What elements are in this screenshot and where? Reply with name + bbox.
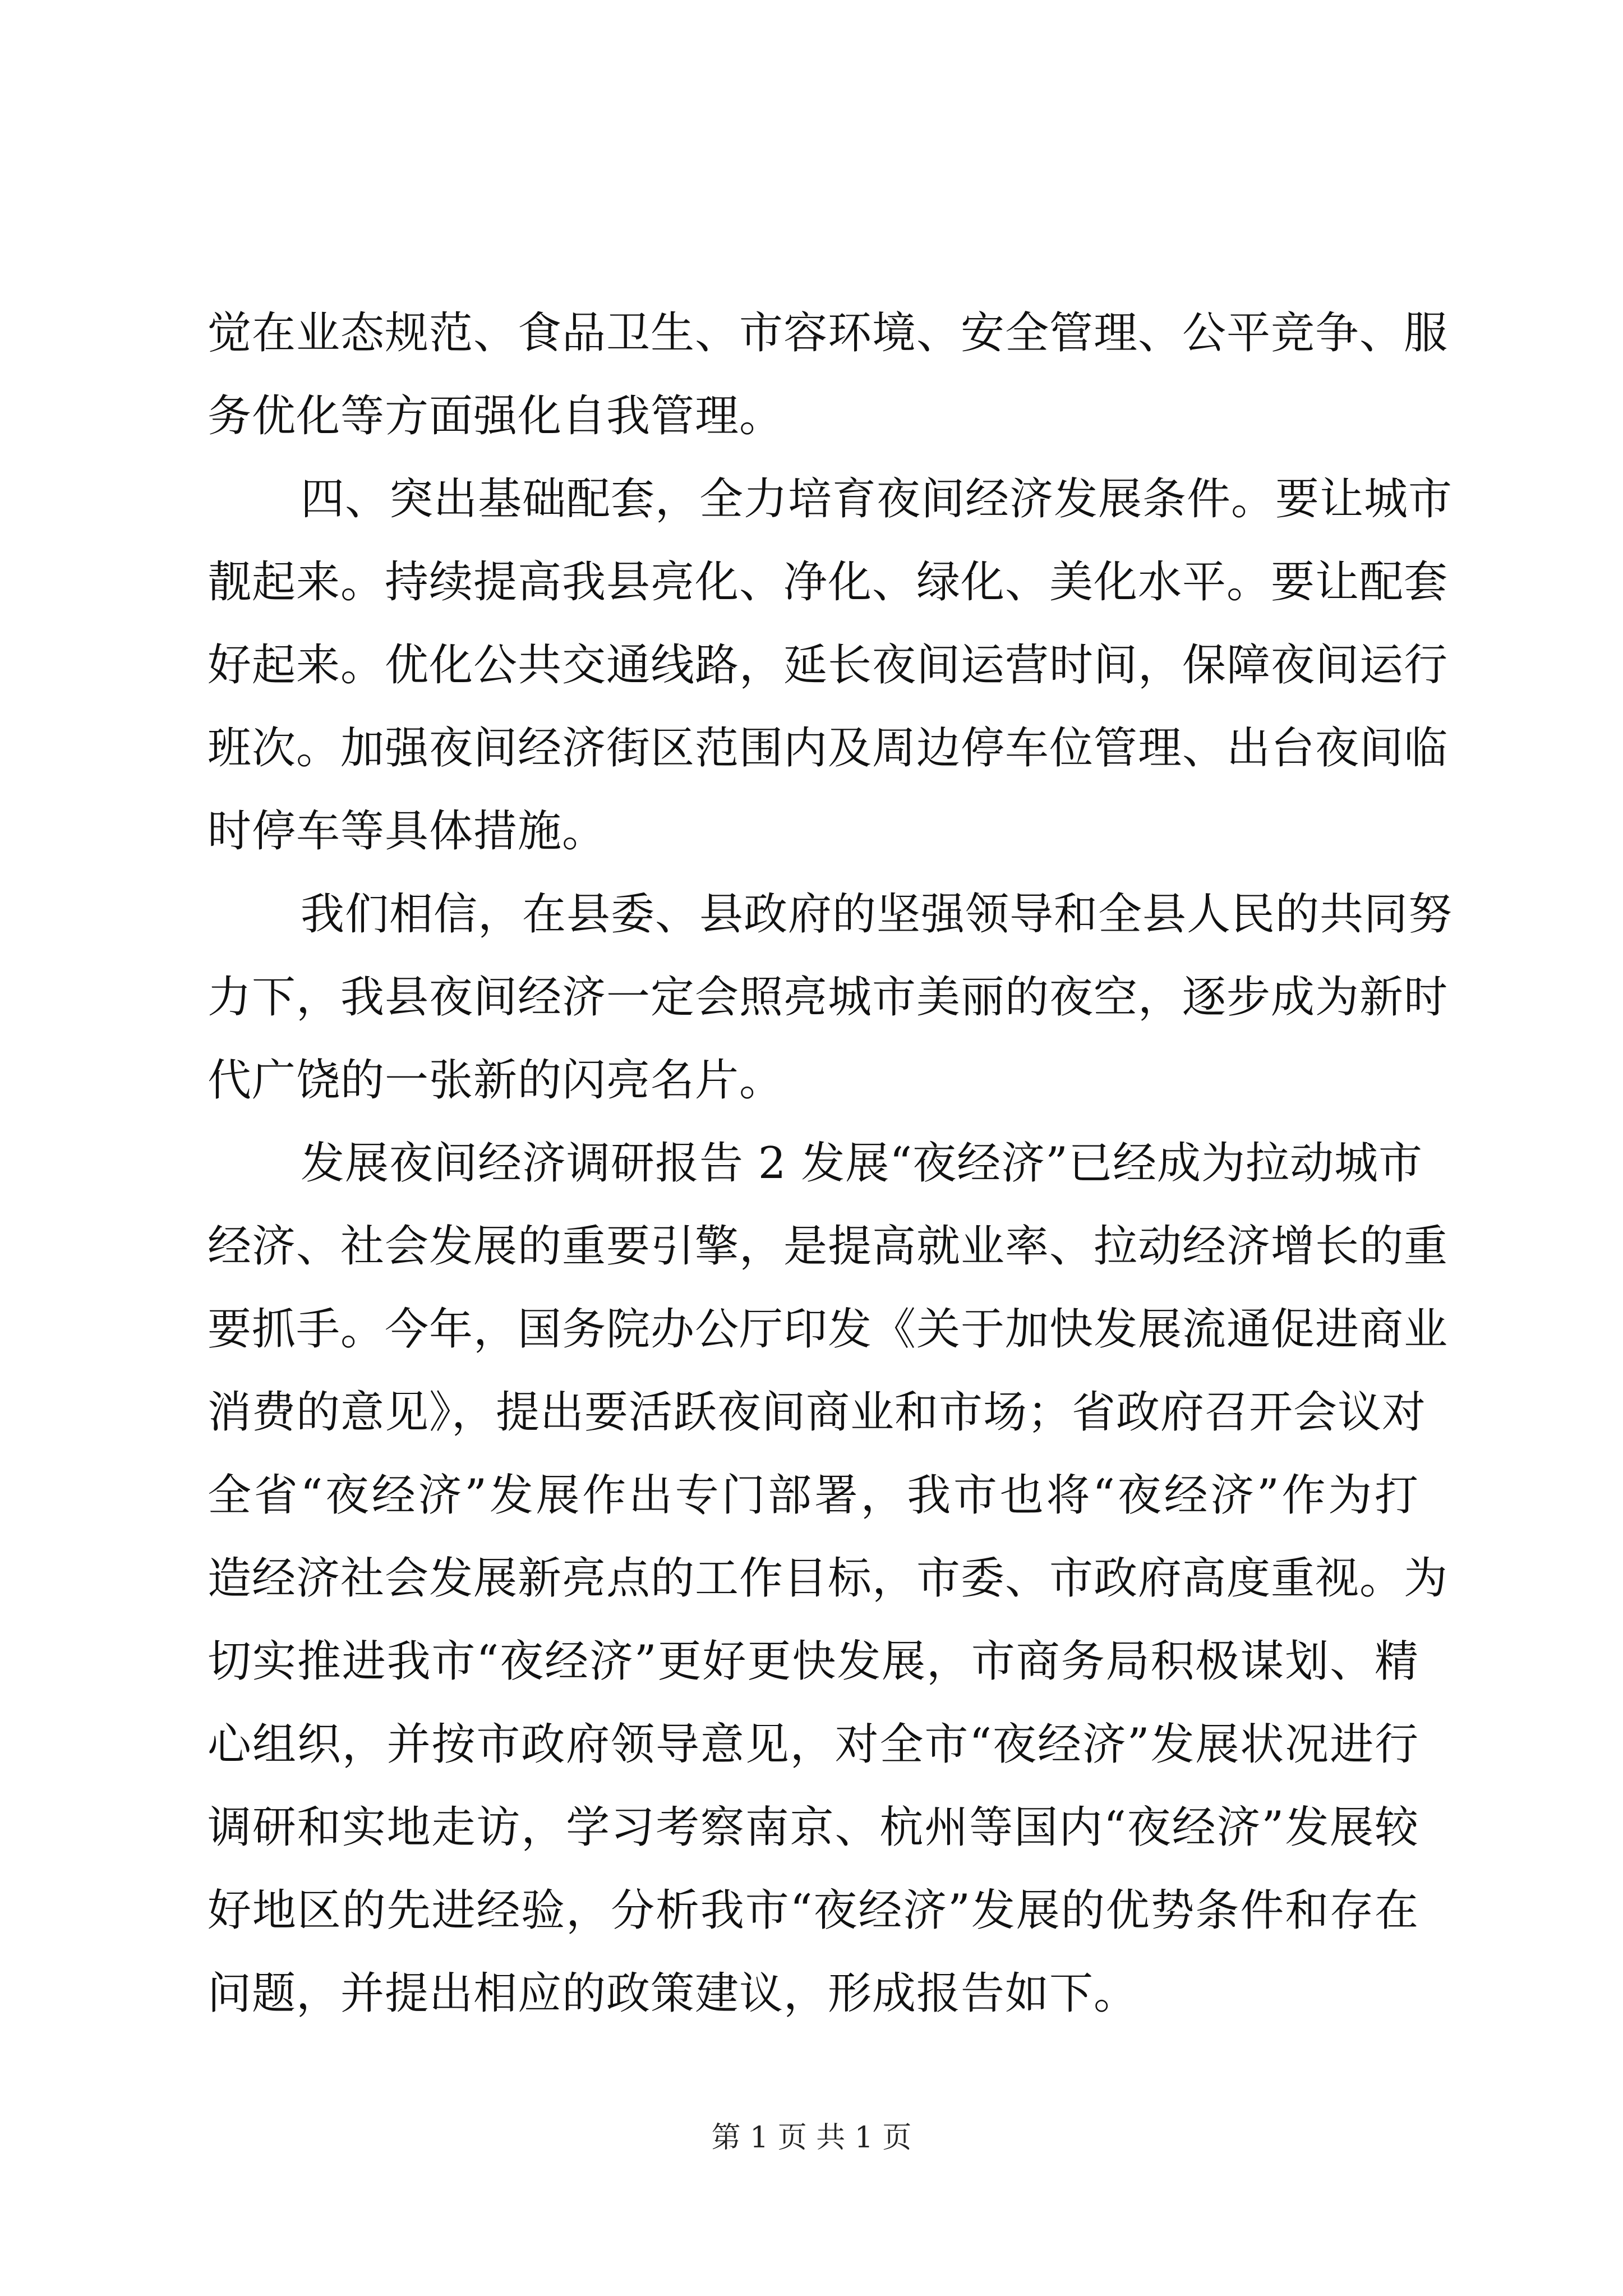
text-line: 消费的意见》，提出要活跃夜间商业和市场；省政府召开会议对 <box>208 1387 1427 1438</box>
text-line: 代广饶的一张新的闪亮名片。 <box>208 1055 784 1106</box>
text-line: 好地区的先进经验，分析我市“夜经济”发展的优势条件和存在 <box>208 1885 1419 1936</box>
page-footer: 第 1 页 共 1 页 <box>711 2121 912 2155</box>
text-line: 力下，我县夜间经济一定会照亮城市美丽的夜空，逐步成为新时 <box>208 972 1449 1023</box>
text-line: 班次。加强夜间经济街区范围内及周边停车位管理、出台夜间临 <box>208 723 1449 774</box>
text-line: 造经济社会发展新亮点的工作目标，市委、市政府高度重视。为 <box>208 1553 1449 1604</box>
text-line: 经济、社会发展的重要引擎，是提高就业率、拉动经济增长的重 <box>208 1221 1449 1272</box>
text-line: 觉在业态规范、食品卫生、市容环境、安全管理、公平竞争、服 <box>208 308 1449 358</box>
text-line: 我们相信，在县委、县政府的坚强领导和全县人民的共同努 <box>301 889 1453 940</box>
text-line: 发展夜间经济调研报告 2 发展“夜经济”已经成为拉动城市 <box>301 1138 1423 1189</box>
text-line: 全省“夜经济”发展作出专门部署，我市也将“夜经济”作为打 <box>208 1470 1419 1521</box>
text-line: 问题，并提出相应的政策建议，形成报告如下。 <box>208 1968 1138 2019</box>
text-line: 四、突出基础配套，全力培育夜间经济发展条件。要让城市 <box>301 474 1453 524</box>
text-line: 靓起来。持续提高我县亮化、净化、绿化、美化水平。要让配套 <box>208 557 1449 608</box>
text-line: 时停车等具体措施。 <box>208 806 607 857</box>
text-line: 心组织，并按市政府领导意见，对全市“夜经济”发展状况进行 <box>208 1719 1419 1770</box>
text-line: 要抓手。今年，国务院办公厅印发《关于加快发展流通促进商业 <box>208 1304 1449 1355</box>
document-body <box>208 292 1453 2035</box>
text-line: 好起来。优化公共交通线路，延长夜间运营时间，保障夜间运行 <box>208 640 1449 691</box>
text-line: 务优化等方面强化自我管理。 <box>208 391 784 441</box>
text-line: 调研和实地走访，学习考察南京、杭州等国内“夜经济”发展较 <box>208 1802 1419 1853</box>
text-line: 切实推进我市“夜经济”更好更快发展，市商务局积极谋划、精 <box>208 1636 1419 1687</box>
